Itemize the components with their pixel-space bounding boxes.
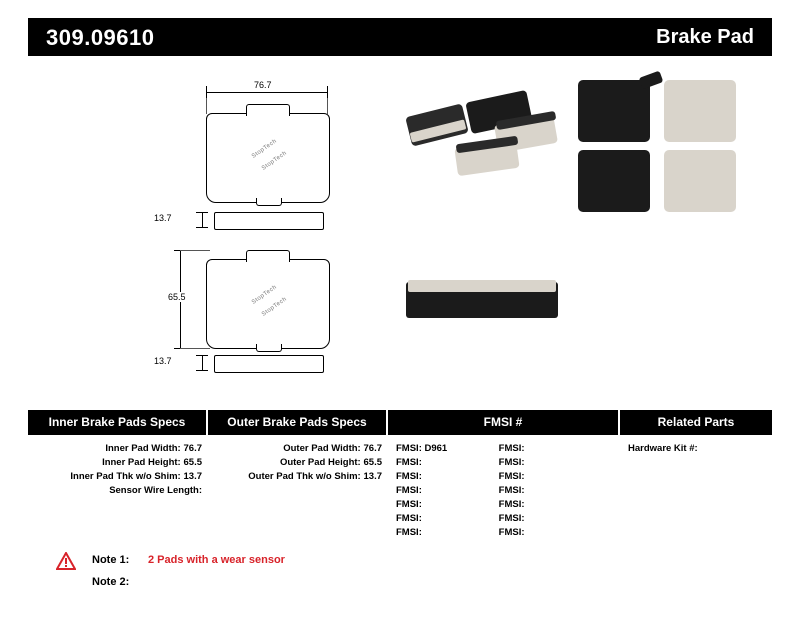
pad-face-notch-bottom-2 <box>256 344 282 352</box>
note-row-2 <box>50 574 550 596</box>
hardware-kit-label: Hardware Kit #: <box>628 443 698 454</box>
table-row <box>208 442 386 456</box>
table-row <box>28 484 206 498</box>
table-row <box>388 484 618 498</box>
dim-thk-bottom-tick-b <box>196 370 208 371</box>
inner-pad-width-value: 76.7 <box>183 443 202 454</box>
notes-section <box>50 552 550 596</box>
inner-specs-body <box>28 435 206 498</box>
fmsi-right-1: FMSI: <box>498 443 525 454</box>
dim-height-ext-bottom <box>180 348 210 349</box>
related-parts-title: Related Parts <box>620 410 772 435</box>
outer-specs-body <box>208 435 386 484</box>
fmsi-right-6: FMSI: <box>498 513 525 524</box>
fmsi-body <box>388 435 618 540</box>
product-type: Brake Pad <box>656 26 754 48</box>
pad-stamp-bottom: StopTech <box>250 284 279 306</box>
table-row <box>208 456 386 470</box>
outer-specs-title: Outer Brake Pads Specs <box>208 410 386 435</box>
table-row <box>28 470 206 484</box>
dim-thk-top-line <box>202 212 203 228</box>
outer-pad-thk-value: 13.7 <box>363 471 382 482</box>
fmsi-right-2: FMSI: <box>498 457 525 468</box>
fmsi-right-5: FMSI: <box>498 499 525 510</box>
outer-pad-width-label: Outer Pad Width: <box>283 443 361 454</box>
pad-face-outline-bottom <box>206 259 330 349</box>
pad-face-tab-top <box>246 104 290 116</box>
dim-width-tick-right <box>327 86 328 98</box>
dim-thk-top-label: 13.7 <box>154 213 172 223</box>
warning-icon <box>56 552 76 570</box>
pad-stamp-bottom-2: StopTech <box>260 296 289 318</box>
fmsi-left-4: FMSI: <box>396 485 422 496</box>
fmsi-left-7: FMSI: <box>396 527 422 538</box>
table-row <box>388 526 618 540</box>
fmsi-left-6: FMSI: <box>396 513 422 524</box>
fmsi-right-3: FMSI: <box>498 471 525 482</box>
inner-specs-table <box>28 410 206 498</box>
table-row <box>388 512 618 526</box>
product-photo-grid-pad-2 <box>664 80 736 142</box>
drawing-area <box>28 60 772 390</box>
table-row <box>388 470 618 484</box>
fmsi-title: FMSI # <box>388 410 618 435</box>
table-row <box>28 442 206 456</box>
pad-face-outline-top <box>206 113 330 203</box>
outer-specs-table <box>208 410 386 484</box>
note-1-value: 2 Pads with a wear sensor <box>148 554 285 566</box>
sensor-wire-length-label: Sensor Wire Length: <box>109 485 202 496</box>
note-1-label: Note 1: <box>92 554 130 566</box>
dim-width-ext-right <box>327 98 328 114</box>
inner-pad-thk-value: 13.7 <box>183 471 202 482</box>
outer-pad-width-value: 76.7 <box>363 443 382 454</box>
dim-thk-bottom-label: 13.7 <box>154 356 172 366</box>
outer-pad-height-value: 65.5 <box>363 457 382 468</box>
related-parts-body <box>620 435 772 456</box>
fmsi-left-5: FMSI: <box>396 499 422 510</box>
pad-stamp-top: StopTech <box>250 138 279 160</box>
fmsi-left-2: FMSI: <box>396 457 422 468</box>
table-row <box>388 498 618 512</box>
dim-thk-top-tick-a <box>196 212 208 213</box>
pad-edge-outline-top <box>214 212 324 230</box>
table-row <box>388 456 618 470</box>
note-2-label: Note 2: <box>92 576 130 588</box>
dim-width-label: 76.7 <box>254 80 272 90</box>
fmsi-right-4: FMSI: <box>498 485 525 496</box>
table-row <box>28 456 206 470</box>
dim-width-tick-left <box>206 86 207 98</box>
inner-pad-height-label: Inner Pad Height: <box>102 457 181 468</box>
inner-pad-height-value: 65.5 <box>183 457 202 468</box>
outer-pad-thk-label: Outer Pad Thk w/o Shim: <box>248 471 361 482</box>
pad-stamp-top-2: StopTech <box>260 150 289 172</box>
product-photo-grid-pad-1-tab <box>639 71 664 90</box>
product-photo-grid-pad-1 <box>578 80 650 142</box>
fmsi-left-1: FMSI: D961 <box>396 443 448 454</box>
fmsi-left-3: FMSI: <box>396 471 422 482</box>
product-photo-edge-view-friction <box>408 280 556 292</box>
inner-pad-width-label: Inner Pad Width: <box>105 443 181 454</box>
product-photo-grid-pad-3 <box>578 150 650 212</box>
dim-width-line <box>206 92 328 93</box>
pad-face-tab-bottom <box>246 250 290 262</box>
note-row-1 <box>50 552 550 574</box>
part-number: 309.09610 <box>46 25 155 50</box>
page-header <box>28 18 772 56</box>
dim-width-ext-left <box>206 98 207 114</box>
outer-pad-height-label: Outer Pad Height: <box>279 457 361 468</box>
fmsi-table <box>388 410 618 540</box>
related-parts-table <box>620 410 772 456</box>
product-photo-grid-pad-4 <box>664 150 736 212</box>
inner-pad-thk-label: Inner Pad Thk w/o Shim: <box>70 471 181 482</box>
dim-thk-top-tick-b <box>196 227 208 228</box>
fmsi-right-7: FMSI: <box>498 527 525 538</box>
dim-height-label: 65.5 <box>168 292 186 302</box>
table-row <box>388 442 618 456</box>
table-row <box>628 442 772 456</box>
inner-specs-title: Inner Brake Pads Specs <box>28 410 206 435</box>
pad-edge-outline-bottom <box>214 355 324 373</box>
dim-thk-bottom-line <box>202 355 203 371</box>
table-row <box>208 470 386 484</box>
dim-thk-bottom-tick-a <box>196 355 208 356</box>
pad-face-notch-bottom <box>256 198 282 206</box>
dim-height-ext-top <box>180 250 210 251</box>
